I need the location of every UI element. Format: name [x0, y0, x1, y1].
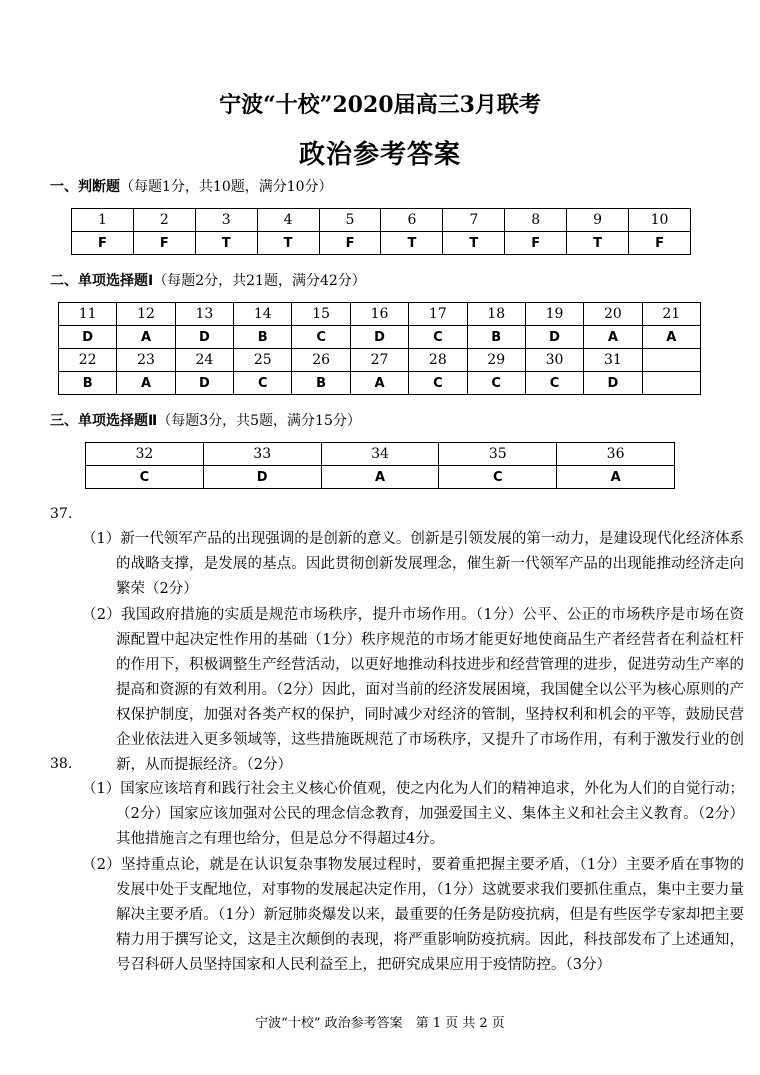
question-number: 35 — [439, 443, 557, 466]
section-2-number-row-2 — [59, 349, 701, 372]
answer-cell: A — [117, 326, 175, 349]
answer-cell: T — [257, 232, 319, 255]
question-number: 2 — [133, 209, 195, 232]
answer-cell: T — [567, 232, 629, 255]
answer-cell: F — [629, 232, 691, 255]
question-37-part-1: （1）新一代领军产品的出现强调的是创新的意义。创新是引领发展的第一动力，是建设现代化经济体系的战略支撑，是发展的基点。因此贯彻创新发展理念，催生新一代领军产品的出现能推动经济走向繁荣（2分） — [82, 531, 744, 597]
question-number: 36 — [557, 443, 675, 466]
answer-cell: D — [203, 466, 321, 489]
question-number: 33 — [203, 443, 321, 466]
question-37-label: 37. — [50, 506, 73, 522]
section-3-answer-row — [86, 466, 675, 489]
answer-cell: D — [584, 372, 642, 395]
section-3-number-row — [86, 443, 675, 466]
question-number: 17 — [409, 303, 467, 326]
question-number: 32 — [86, 443, 204, 466]
answer-cell: D — [59, 326, 117, 349]
question-number: 12 — [117, 303, 175, 326]
answer-cell: B — [234, 326, 292, 349]
question-number: 6 — [381, 209, 443, 232]
answer-cell: F — [133, 232, 195, 255]
question-number: 8 — [505, 209, 567, 232]
question-number: 4 — [257, 209, 319, 232]
question-number: 16 — [350, 303, 408, 326]
question-number: 28 — [409, 349, 467, 372]
question-number: 1 — [72, 209, 134, 232]
section-3-note: （每题3分，共5题，满分15分） — [157, 413, 361, 429]
answer-cell: C — [409, 326, 467, 349]
question-number: 3 — [195, 209, 257, 232]
question-number: 22 — [59, 349, 117, 372]
answer-cell: A — [321, 466, 439, 489]
question-number: 11 — [59, 303, 117, 326]
answer-cell: A — [117, 372, 175, 395]
answer-cell: A — [557, 466, 675, 489]
question-37-part-2: （2）我国政府措施的实质是规范市场秩序，提升市场作用。（1分）公平、公正的市场秩序是市场在资源配置中起决定性作用的基础（1分）秩序规范的市场才能更好地使商品生产者经营者在利益杠杆的作用下，积极调整生产经营活动，以更好地推动科技进步和经营管理的进步，促进劳动生产率的提高和资源的有效利用。（2分）因此，面对当前的经济发展困境，我国健全以公平为核心原则的产权保护制度，加强对各类产权的保护，同时减少对经济的管制，坚持权利和机会的平等，鼓励民营企业依法进入更多领域等，这些措施既规范了市场秩序，又提升了市场作用，有利于激发行业的创新，从而提振经济。（2分） — [82, 607, 744, 773]
section-3-table — [85, 442, 675, 489]
section-1-note: （每题1分，共10题，满分10分） — [120, 179, 333, 195]
answer-cell: F — [505, 232, 567, 255]
answer-key-title: 政治参考答案 — [298, 140, 461, 170]
section-2-table — [58, 302, 701, 395]
question-number: 10 — [629, 209, 691, 232]
section-1-answer-row — [72, 232, 691, 255]
answer-cell: D — [175, 326, 233, 349]
question-number: 25 — [234, 349, 292, 372]
section-2-answer-row-2 — [59, 372, 701, 395]
section-2-answer-row-1 — [59, 326, 701, 349]
answer-cell: B — [59, 372, 117, 395]
answer-cell: T — [195, 232, 257, 255]
question-number: 9 — [567, 209, 629, 232]
section-1-number-row — [72, 209, 691, 232]
answer-cell: D — [175, 372, 233, 395]
answer-cell: C — [409, 372, 467, 395]
answer-cell: T — [381, 232, 443, 255]
section-3-title: 三、单项选择题Ⅱ — [50, 413, 158, 429]
answer-cell: B — [292, 372, 350, 395]
section-2-note: （每题2分，共21题，满分42分） — [153, 273, 366, 289]
answer-cell: C — [86, 466, 204, 489]
question-number: 26 — [292, 349, 350, 372]
page-footer: 宁波“十校” 政治参考答案 第 1 页 共 2 页 — [255, 1016, 505, 1031]
question-38-part-2: （2）坚持重点论，就是在认识复杂事物发展过程时，要着重把握主要矛盾，（1分）主要矛盾在事物的发展中处于支配地位，对事物的发展起决定作用，（1分）这就要求我们要抓住重点，集中主要力量解决主要矛盾。（1分）新冠肺炎爆发以来，最重要的任务是防疫抗病，但是有些医学专家却把主要精力用于撰写论文，这是主次颠倒的表现，将严重影响防疫抗病。因此，科技部发布了上述通知，号召科研人员坚持国家和人民利益至上，把研究成果应用于疫情防控。（3分） — [82, 857, 744, 973]
section-2-title: 二、单项选择题Ⅰ — [50, 273, 154, 289]
question-38-part-1: （1）国家应该培育和践行社会主义核心价值观，使之内化为人们的精神追求，外化为人们的自觉行动；（2分）国家应该加强对公民的理念信念教育，加强爱国主义、集体主义和社会主义教育。（2分）其他措施言之有理也给分，但是总分不得超过4分。 — [82, 781, 744, 847]
question-number: 24 — [175, 349, 233, 372]
section-1-table — [71, 208, 691, 255]
answer-cell: A — [584, 326, 642, 349]
section-1-heading — [50, 176, 333, 196]
question-number: 15 — [292, 303, 350, 326]
empty-cell — [642, 349, 700, 372]
section-1-title: 一、判断题 — [50, 179, 120, 195]
question-38-label: 38. — [50, 756, 73, 772]
answer-cell: T — [443, 232, 505, 255]
answer-cell: F — [319, 232, 381, 255]
exam-title: 宁波“十校”2020届高三3月联考 — [219, 92, 541, 118]
answer-cell: C — [292, 326, 350, 349]
question-number: 27 — [350, 349, 408, 372]
question-number: 18 — [467, 303, 525, 326]
empty-cell — [642, 372, 700, 395]
question-number: 31 — [584, 349, 642, 372]
answer-cell: C — [234, 372, 292, 395]
answer-cell: A — [350, 372, 408, 395]
answer-cell: C — [525, 372, 583, 395]
question-number: 5 — [319, 209, 381, 232]
question-number: 23 — [117, 349, 175, 372]
answer-cell: C — [467, 372, 525, 395]
section-2-heading — [50, 270, 366, 290]
question-number: 29 — [467, 349, 525, 372]
section-3-heading — [50, 410, 361, 430]
answer-cell: C — [439, 466, 557, 489]
section-2-number-row-1 — [59, 303, 701, 326]
answer-cell: A — [642, 326, 700, 349]
question-number: 14 — [234, 303, 292, 326]
answer-cell: D — [525, 326, 583, 349]
answer-cell: D — [350, 326, 408, 349]
answer-cell: F — [72, 232, 134, 255]
question-number: 21 — [642, 303, 700, 326]
question-number: 30 — [525, 349, 583, 372]
question-number: 20 — [584, 303, 642, 326]
question-number: 13 — [175, 303, 233, 326]
question-number: 19 — [525, 303, 583, 326]
answer-cell: B — [467, 326, 525, 349]
question-number: 34 — [321, 443, 439, 466]
question-number: 7 — [443, 209, 505, 232]
